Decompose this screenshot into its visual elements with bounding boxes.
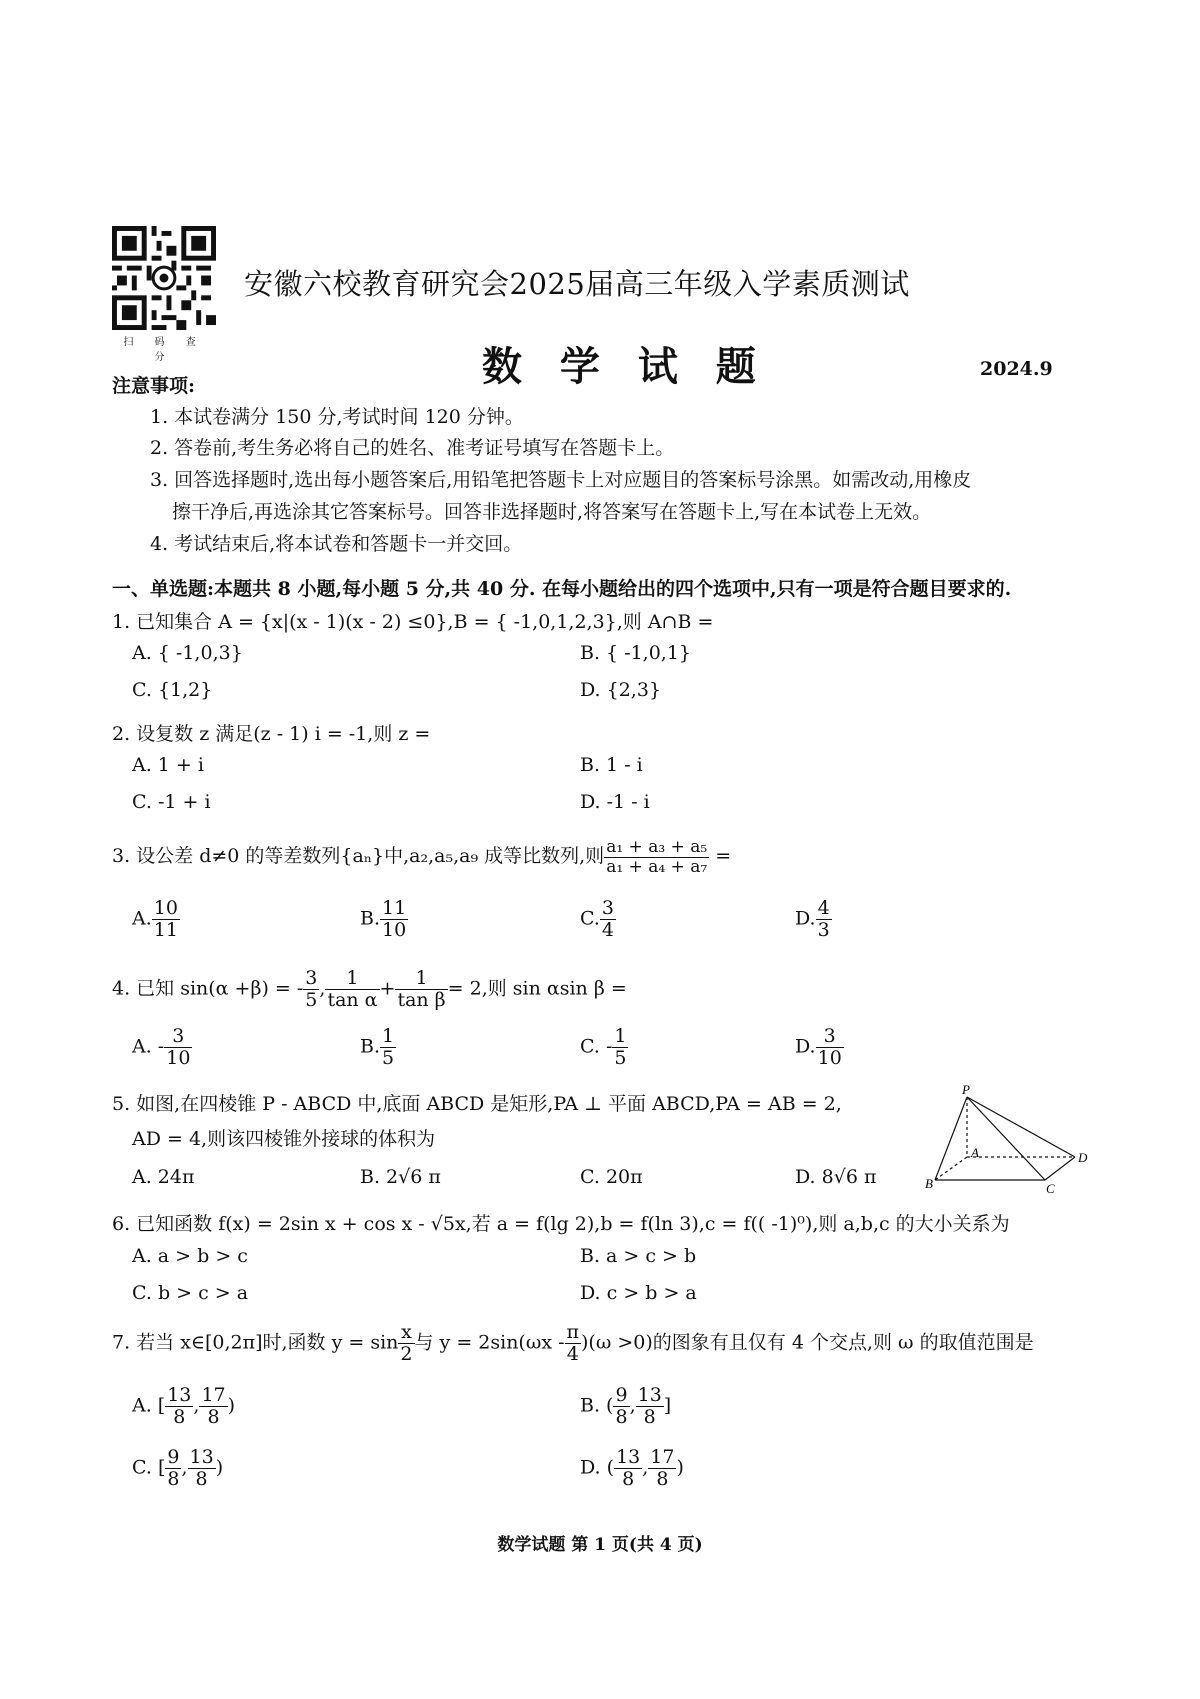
- fraction-denominator: 8: [643, 1405, 656, 1428]
- q3-option-b-fraction: [380, 898, 408, 941]
- fraction-numerator: 11: [382, 897, 407, 919]
- fraction: [188, 1447, 216, 1490]
- fraction-numerator: 17: [201, 1384, 226, 1406]
- fraction-denominator: 8: [656, 1467, 669, 1490]
- fraction-numerator: 3: [601, 897, 614, 919]
- fraction-denominator: 5: [382, 1046, 395, 1069]
- fraction-denominator: 10: [382, 918, 407, 941]
- q4-option-b-fraction: [380, 1026, 396, 1069]
- q3-ratio-numerator: a₁ + a₃ + a₅: [606, 837, 708, 857]
- fraction-numerator: 13: [637, 1384, 662, 1406]
- fraction-numerator: 1: [325, 968, 379, 990]
- q3-option-a-label: A.: [132, 907, 152, 930]
- q3-option-c: [580, 898, 616, 941]
- fraction-numerator: 4: [817, 897, 830, 919]
- q4-option-c-label: C. -: [580, 1035, 613, 1058]
- q3-ratio-fraction: [604, 838, 709, 876]
- q5-option-b: B. 2√6 π: [360, 1166, 441, 1188]
- fraction: [165, 1447, 181, 1490]
- q4-option-a-fraction: [164, 1026, 192, 1069]
- q2-option-b: B. 1 - i: [580, 754, 643, 776]
- q6-option-a: A. a > b > c: [132, 1245, 248, 1267]
- q4-option-b: [360, 1026, 396, 1069]
- q3-option-c-label: C.: [580, 907, 600, 930]
- question-5-stem-line-2: AD = 4,则该四棱锥外接球的体积为: [132, 1128, 436, 1150]
- fraction: [636, 1385, 664, 1428]
- q3-option-b-label: B.: [360, 907, 381, 930]
- q7-option-d: [580, 1447, 684, 1490]
- notice-item-continued: 擦干净后,再选涂其它答案标号。回答非选择题时,将答案写在答题卡上,写在本试卷上无效。: [172, 501, 932, 523]
- subject-title: 数 学 试 题: [482, 343, 768, 390]
- q7-option-c: [132, 1447, 223, 1490]
- q7-fraction-pi-over-4: [565, 1322, 582, 1365]
- q3-ratio-denominator: a₁ + a₄ + a₇: [606, 856, 708, 877]
- qr-caption: 扫 码 查 分: [123, 337, 205, 363]
- section-heading: 一、单选题:本题共 8 小题,每小题 5 分,共 40 分. 在每小题给出的四个选项中,只有一项是符合题目要求的.: [112, 578, 1012, 600]
- q2-option-c: C. -1 + i: [132, 791, 211, 813]
- exam-organization-title: 安徽六校教育研究会2025届高三年级入学素质测试: [244, 267, 910, 301]
- q3-option-b: [360, 898, 408, 941]
- comma: ,: [629, 1394, 636, 1417]
- interval-close: ): [227, 1394, 236, 1417]
- q4-fraction-1: [303, 968, 319, 1011]
- q4-option-a-label: A. -: [132, 1035, 165, 1058]
- q1-option-a: A. { -1,0,3}: [132, 642, 243, 664]
- fraction-numerator: 1: [395, 968, 447, 990]
- fraction-denominator: 8: [615, 1405, 628, 1428]
- comma: ,: [181, 1456, 188, 1479]
- q3-option-a-fraction: [152, 898, 180, 941]
- question-6-stem: 6. 已知函数 f(x) = 2sin x + cos x - √5x,若 a = f(lg 2),b = f(ln 3),c = f(( -1)⁰),则 a,b,c 的大小关系为: [112, 1213, 1010, 1235]
- fraction: [165, 1385, 193, 1428]
- notice-title: 注意事项:: [112, 375, 196, 397]
- question-1-stem: 1. 已知集合 A = {x|(x - 1)(x - 2) ≤0},B = { -1,0,1,2,3},则 A∩B =: [112, 611, 714, 633]
- q5-option-c: C. 20π: [580, 1166, 643, 1188]
- fraction-numerator: 13: [189, 1446, 214, 1468]
- fraction-denominator: tan α: [327, 988, 378, 1011]
- q6-option-b: B. a > c > b: [580, 1245, 697, 1267]
- q1-option-d: D. {2,3}: [580, 679, 662, 701]
- fraction-denominator: 2: [400, 1342, 413, 1365]
- fraction-numerator: π: [566, 1321, 580, 1343]
- vertex-label-a: A: [971, 1145, 979, 1160]
- fraction-numerator: x: [398, 1322, 414, 1344]
- q7-option-b: [580, 1385, 671, 1428]
- fraction-numerator: 3: [816, 1026, 844, 1048]
- comma: ,: [193, 1394, 200, 1417]
- question-3-stem: [112, 838, 731, 876]
- q4-plus-sign: +: [379, 977, 396, 1000]
- fraction-numerator: 1: [382, 1025, 395, 1047]
- q3-option-d-label: D.: [795, 907, 816, 930]
- q4-option-d-label: D.: [795, 1035, 816, 1058]
- q5-option-d: D. 8√6 π: [795, 1166, 877, 1188]
- fraction-denominator: 5: [305, 988, 318, 1011]
- q4-option-a: [132, 1026, 192, 1069]
- q7-option-c-label: C. [: [132, 1456, 166, 1479]
- q1-option-b: B. { -1,0,1}: [580, 642, 692, 664]
- q4-stem-start: 4. 已知 sin(α +β) = -: [112, 977, 304, 1000]
- q7-option-a-label: A. [: [132, 1394, 166, 1417]
- fraction-denominator: 10: [166, 1046, 191, 1069]
- fraction-denominator: 5: [614, 1046, 627, 1069]
- q4-option-b-label: B.: [360, 1035, 381, 1058]
- vertex-label-b: B: [925, 1176, 933, 1191]
- fraction-denominator: 8: [173, 1405, 186, 1428]
- fraction-denominator: tan β: [397, 988, 446, 1011]
- q3-equals: =: [715, 845, 732, 868]
- q1-option-c: C. {1,2}: [132, 679, 213, 701]
- comma: ,: [642, 1456, 649, 1479]
- qr-code: [112, 226, 216, 330]
- fraction-denominator: 8: [167, 1467, 180, 1490]
- fraction-numerator: 9: [615, 1384, 628, 1406]
- fraction-numerator: 3: [164, 1026, 192, 1048]
- q2-option-d: D. -1 - i: [580, 791, 650, 813]
- q3-option-d-fraction: [816, 898, 832, 941]
- q7-stem-end: )(ω >0)的图象有且仅有 4 个交点,则 ω 的取值范围是: [581, 1331, 1034, 1354]
- q3-option-c-fraction: [600, 898, 616, 941]
- q2-option-a: A. 1 + i: [132, 754, 204, 776]
- fraction: [613, 1385, 629, 1428]
- q7-stem-middle: 与 y = 2sin(ωx -: [414, 1331, 565, 1354]
- q7-option-b-label: B. (: [580, 1394, 614, 1417]
- question-7-stem: [112, 1322, 1034, 1365]
- notice-item: 2. 答卷前,考生务必将自己的姓名、准考证号填写在答题卡上。: [150, 437, 675, 459]
- fraction-numerator: 13: [616, 1446, 641, 1468]
- q3-option-d: [795, 898, 832, 941]
- question-5-stem-line-1: 5. 如图,在四棱锥 P - ABCD 中,底面 ABCD 是矩形,PA ⊥ 平面 ABCD,PA = AB = 2,: [112, 1093, 842, 1115]
- q3-stem-text: 3. 设公差 d≠0 的等差数列{aₙ}中,a₂,a₅,a₉ 成等比数列,则: [112, 845, 605, 868]
- q4-fraction-2: [325, 968, 379, 1011]
- question-2-stem: 2. 设复数 z 满足(z - 1) i = -1,则 z =: [112, 723, 431, 745]
- fraction-denominator: 11: [153, 918, 178, 941]
- q6-option-c: C. b > c > a: [132, 1282, 249, 1304]
- fraction-denominator: 8: [195, 1467, 208, 1490]
- q4-option-d-fraction: [816, 1026, 844, 1069]
- fraction-numerator: 1: [614, 1025, 627, 1047]
- interval-close: ]: [663, 1394, 672, 1417]
- notice-item: 1. 本试卷满分 150 分,考试时间 120 分钟。: [150, 406, 524, 428]
- interval-close: ): [215, 1456, 224, 1479]
- q5-option-a: A. 24π: [132, 1166, 195, 1188]
- vertex-label-p: P: [962, 1085, 970, 1097]
- q7-option-a: [132, 1385, 235, 1428]
- q4-option-d: [795, 1026, 844, 1069]
- vertex-label-c: C: [1046, 1181, 1055, 1195]
- fraction-numerator: 10: [153, 897, 178, 919]
- question-4-stem: 4. 已知 sin(α +β) = - $\frac{3}{5}$ , $\frac{1}{\text{tan α}}$ + $\frac{1}{\text{tan β}}$ = 2,则 sin αsin β =: [112, 967, 627, 1011]
- notice-item: 4. 考试结束后,将本试卷和答题卡一并交回。: [150, 533, 523, 555]
- interval-close: ): [676, 1456, 684, 1479]
- fraction-denominator: 4: [566, 1342, 579, 1365]
- q4-option-c: [580, 1026, 628, 1069]
- fraction-denominator: 3: [817, 918, 830, 941]
- q7-fraction-x-over-2: [398, 1322, 414, 1365]
- fraction: [614, 1447, 642, 1490]
- fraction: [648, 1447, 676, 1490]
- fraction-numerator: 13: [167, 1384, 192, 1406]
- fraction-numerator: 3: [305, 967, 318, 989]
- q4-fraction-3: [395, 968, 447, 1011]
- fraction-denominator: 4: [601, 918, 614, 941]
- fraction-denominator: 8: [622, 1467, 635, 1490]
- q4-stem-end: = 2,则 sin αsin β =: [447, 977, 627, 1000]
- q7-stem-start: 7. 若当 x∈[0,2π]时,函数 y = sin: [112, 1331, 399, 1354]
- q6-option-d: D. c > b > a: [580, 1282, 697, 1304]
- vertex-label-d: D: [1078, 1150, 1088, 1165]
- fraction: [199, 1385, 227, 1428]
- q7-option-d-label: D. (: [580, 1456, 615, 1479]
- fraction-numerator: 9: [167, 1446, 180, 1468]
- fraction-denominator: 10: [817, 1046, 842, 1069]
- q3-option-a: [132, 898, 180, 941]
- fraction-numerator: 17: [650, 1446, 675, 1468]
- page-footer: 数学试题 第 1 页(共 4 页): [497, 1535, 703, 1555]
- notice-item: 3. 回答选择题时,选出每小题答案后,用铅笔把答题卡上对应题目的答案标号涂黑。如需改动,用橡皮: [150, 469, 972, 491]
- exam-date: 2024.9: [980, 358, 1053, 380]
- pyramid-figure: [925, 1085, 1095, 1195]
- fraction-denominator: 8: [207, 1405, 220, 1428]
- q4-option-c-fraction: [612, 1026, 628, 1069]
